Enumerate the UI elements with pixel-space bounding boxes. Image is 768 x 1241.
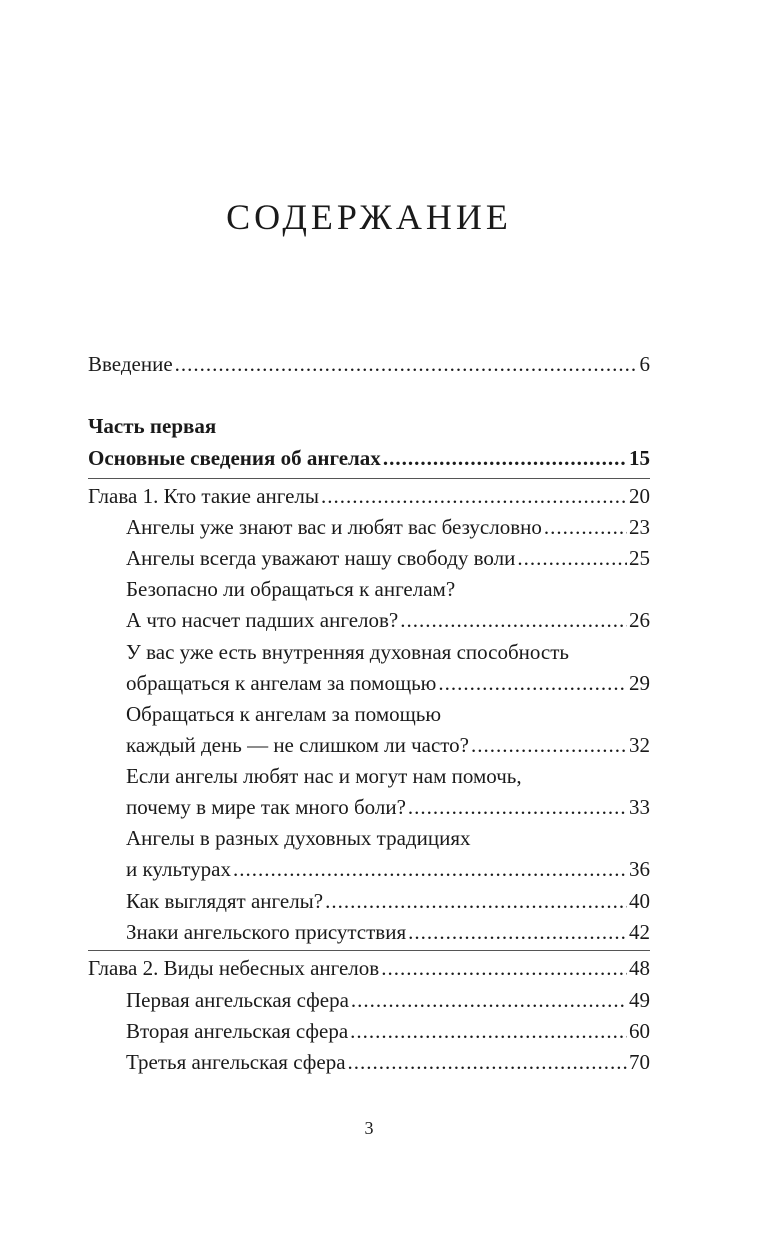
toc-subentry-line1: Обращаться к ангелам за помощью bbox=[126, 702, 442, 726]
toc-entry-part1[interactable] bbox=[88, 442, 650, 474]
dot-leader bbox=[438, 667, 627, 699]
toc-subentry-line1: Безопасно ли обращаться к ангелам? bbox=[126, 577, 456, 601]
dot-leader bbox=[351, 984, 627, 1016]
toc-subentry[interactable]: Третья ангельская сфера ..... 70 bbox=[126, 1046, 650, 1078]
toc-entry-text: Основные сведения об ангелах bbox=[88, 446, 381, 470]
toc-entry-introduction[interactable] bbox=[88, 348, 650, 380]
page-number: 3 bbox=[364, 1118, 374, 1138]
toc-page-number: 32 bbox=[629, 733, 650, 757]
toc-subentry[interactable]: Вторая ангельская сфера ..... 60 bbox=[126, 1015, 650, 1047]
toc-subentry[interactable]: Ангелы уже знают вас и любят вас безусловно ..... 23 bbox=[126, 511, 650, 543]
toc-subentry[interactable]: Как выглядят ангелы? ..... 40 bbox=[126, 885, 650, 917]
toc-page-number: 33 bbox=[629, 795, 650, 819]
dot-leader bbox=[233, 853, 627, 885]
toc-page-number: 60 bbox=[629, 1019, 650, 1043]
dot-leader bbox=[348, 1046, 627, 1078]
toc-page-number: 25 bbox=[629, 546, 650, 570]
toc-page-number: 6 bbox=[639, 352, 650, 376]
toc-page-number: 36 bbox=[629, 857, 650, 881]
toc-page-number: 49 bbox=[629, 988, 650, 1012]
toc-page-number: 29 bbox=[629, 671, 650, 695]
dot-leader bbox=[321, 480, 627, 512]
dot-leader bbox=[544, 511, 627, 543]
toc-subentry[interactable]: А что насчет падших ангелов? ..... 26 bbox=[126, 604, 650, 636]
toc-subentry[interactable]: Знаки ангельского присутствия ..... 42 bbox=[126, 916, 650, 948]
toc-subentry[interactable]: каждый день — не слишком ли часто? ..... 32 bbox=[126, 729, 650, 761]
page-title: СОДЕРЖАНИЕ bbox=[226, 197, 512, 237]
toc-entry-chapter2[interactable] bbox=[88, 952, 650, 984]
toc-page-number: 26 bbox=[629, 608, 650, 632]
toc-subentry[interactable]: обращаться к ангелам за помощью ..... 29 bbox=[126, 667, 650, 699]
toc-subentry[interactable]: Первая ангельская сфера ..... 49 bbox=[126, 984, 650, 1016]
section-divider bbox=[88, 478, 650, 479]
dot-leader bbox=[175, 348, 638, 380]
toc-subentry[interactable]: Ангелы всегда уважают нашу свободу воли ..... 25 bbox=[126, 542, 650, 574]
dot-leader bbox=[408, 916, 627, 948]
dot-leader bbox=[408, 791, 627, 823]
toc-page-number: 20 bbox=[629, 484, 650, 508]
toc-subentry-line1: У вас уже есть внутренняя духовная способность bbox=[126, 640, 569, 664]
toc-page-number: 23 bbox=[629, 515, 650, 539]
dot-leader bbox=[383, 442, 627, 474]
toc-page-number: 48 bbox=[629, 956, 650, 980]
part-label: Часть первая bbox=[88, 414, 217, 438]
toc-page-number: 70 bbox=[629, 1050, 650, 1074]
toc-entry-chapter1[interactable] bbox=[88, 480, 650, 512]
toc-page-number: 40 bbox=[629, 889, 650, 913]
dot-leader bbox=[471, 729, 627, 761]
section-divider bbox=[88, 950, 650, 951]
toc-subentry[interactable]: почему в мире так много боли? ..... 33 bbox=[126, 791, 650, 823]
dot-leader bbox=[400, 604, 627, 636]
dot-leader bbox=[350, 1015, 627, 1047]
toc-subentry-line1: Если ангелы любят нас и могут нам помочь, bbox=[126, 764, 522, 788]
dot-leader bbox=[381, 952, 627, 984]
dot-leader bbox=[325, 885, 627, 917]
toc-page-number: 15 bbox=[629, 446, 650, 470]
dot-leader bbox=[517, 542, 627, 574]
toc-entry-text: Глава 1. Кто такие ангелы bbox=[88, 484, 319, 508]
toc-entry-text: Глава 2. Виды небесных ангелов bbox=[88, 956, 380, 980]
toc-page-number: 42 bbox=[629, 920, 650, 944]
toc-entry-text: Введение bbox=[88, 352, 173, 376]
toc-subentry[interactable]: и культурах ..... 36 bbox=[126, 853, 650, 885]
toc-subentry-line1: Ангелы в разных духовных традициях bbox=[126, 826, 471, 850]
